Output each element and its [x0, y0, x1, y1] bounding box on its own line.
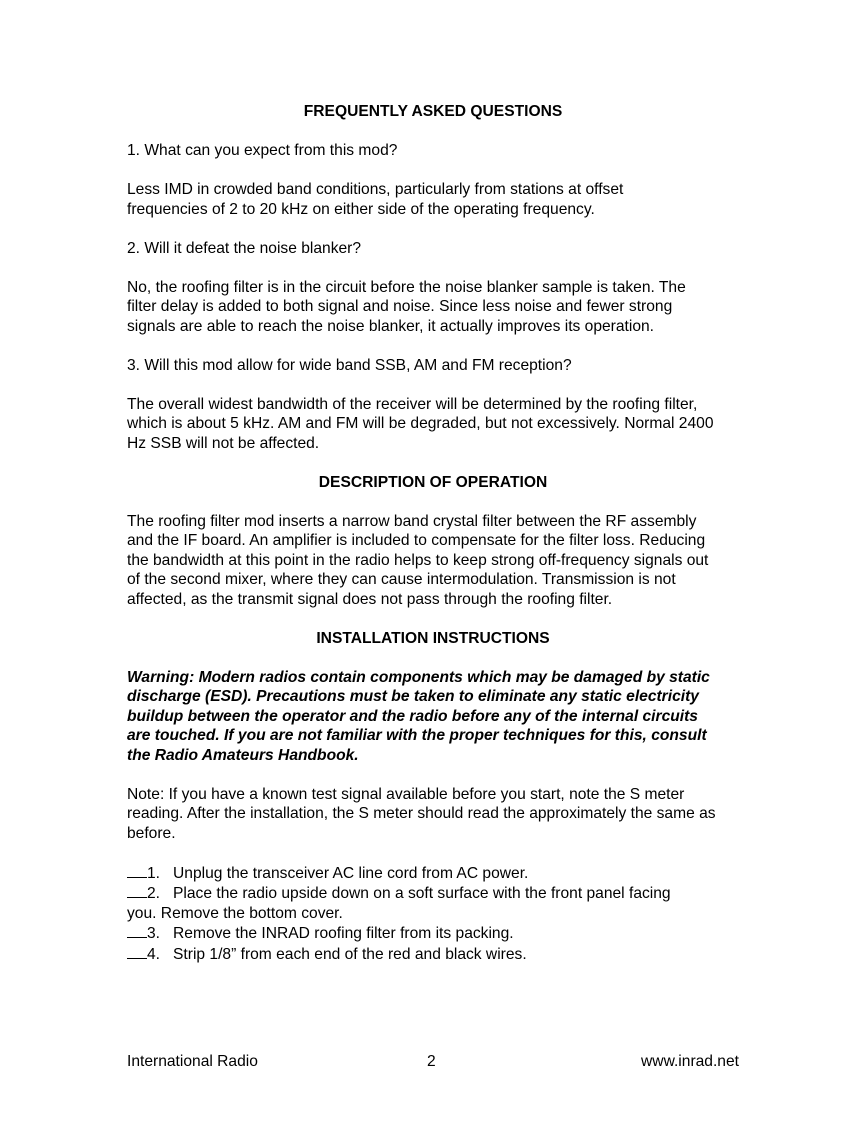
step-text: Place the radio upside down on a soft surface with the front panel facing — [173, 885, 671, 902]
step-number: 1. — [147, 864, 161, 882]
description-heading: DESCRIPTION OF OPERATION — [318, 473, 548, 491]
checkbox-blank — [127, 923, 147, 938]
step-2 — [127, 883, 739, 904]
page-number: 2 — [427, 1053, 436, 1070]
faq-answer-1: Less IMD in crowded band conditions, particularly from stations at offset frequencies of 2 to 20 kHz on either side of the operating frequency. — [127, 181, 624, 218]
faq-answer-2: No, the roofing filter is in the circuit before the noise blanker sample is taken. The filter delay is added to both signal and noise. Since less noise and fewer strong signals are able to reach the noise blanker, it actually improves its operation. — [127, 278, 686, 335]
faq-heading: FREQUENTLY ASKED QUESTIONS — [303, 103, 563, 120]
step-3 — [127, 923, 739, 944]
faq-answer-3: The overall widest bandwidth of the receiver will be determined by the roofing filter, which is about 5 kHz. AM and FM will be degraded, but not excessively. Normal 2400 Hz SSB will not be affected. — [127, 395, 714, 452]
faq-question-1: 1. What can you expect from this mod? — [127, 142, 398, 159]
footer-company: International Radio — [127, 1053, 258, 1070]
footer-website: www.inrad.net — [641, 1053, 739, 1070]
page-content — [127, 102, 739, 964]
step-text: Unplug the transceiver AC line cord from AC power. — [173, 864, 529, 882]
step-4 — [127, 944, 739, 965]
installation-heading: INSTALLATION INSTRUCTIONS — [316, 629, 550, 647]
step-number: 2. — [147, 885, 161, 902]
step-1 — [127, 863, 739, 884]
step-text: Remove the INRAD roofing filter from its packing. — [173, 925, 514, 942]
page-footer — [127, 1052, 739, 1072]
faq-question-3: 3. Will this mod allow for wide band SSB, AM and FM reception? — [127, 356, 572, 374]
checkbox-blank — [127, 863, 147, 878]
faq-question-2: 2. Will it defeat the noise blanker? — [127, 239, 362, 257]
installation-steps — [127, 863, 739, 965]
step-number: 3. — [147, 925, 161, 942]
checkbox-blank — [127, 944, 147, 959]
installation-note: Note: If you have a known test signal available before you start, note the S meter reading. After the installation, the S meter should read the approximately the same as before. — [127, 785, 716, 842]
esd-warning: Warning: Modern radios contain components which may be damaged by static discharge (ESD). Precautions must be taken to eliminate any static electricity buildup between the operator and the radio before any of the internal circuits are touched. If you are not familiar with the proper techniques for this, consult the Radio Amateurs Handbook. — [127, 668, 710, 764]
step-text: Strip 1/8” from each end of the red and black wires. — [173, 945, 527, 963]
step-2-continued — [127, 904, 739, 924]
step-text-continued: you. Remove the bottom cover. — [127, 904, 343, 922]
description-body: The roofing filter mod inserts a narrow band crystal filter between the RF assembly and the IF board. An amplifier is included to compensate for the filter loss. Reducing the bandwidth at this point in the radio helps to keep strong off-frequency signals out of the second mixer, where they can cause intermodulation. Transmission is not affected, as the transmit signal does not pass through the roofing filter. — [127, 512, 709, 608]
step-number: 4. — [147, 945, 161, 963]
checkbox-blank — [127, 883, 147, 898]
